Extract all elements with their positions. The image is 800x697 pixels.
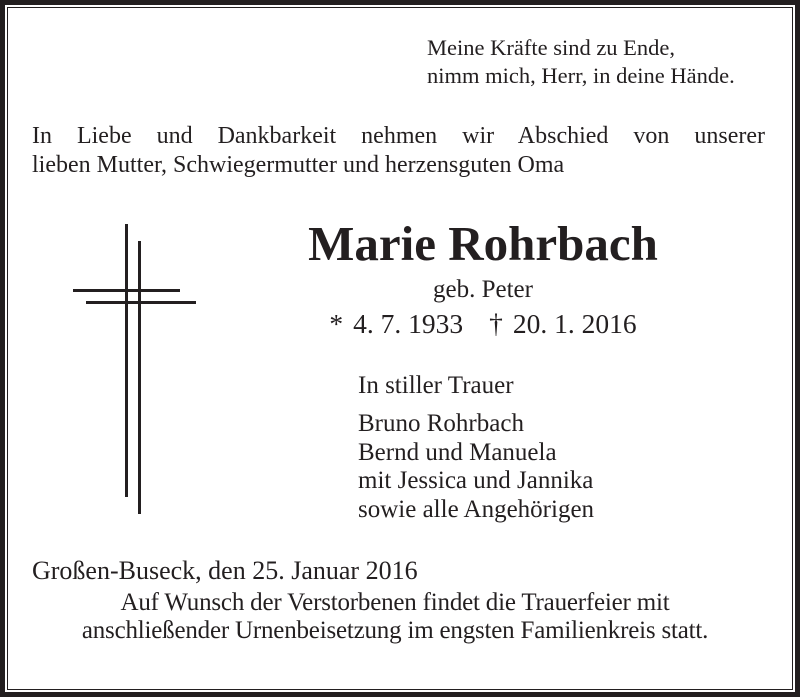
cross-vertical-bar: [125, 224, 128, 497]
mourner-line: mit Jessica und Jannika: [358, 467, 594, 494]
mourner-line: Bernd und Manuela: [358, 438, 557, 466]
mourner-line: sowie alle Angehörigen: [358, 495, 595, 523]
place-and-date-line: Großen-Buseck, den 25. Januar 2016: [32, 556, 418, 585]
intro-paragraph: [32, 122, 765, 179]
epigraph-verse-line: nimm mich, Herr, in deine Hände.: [427, 63, 735, 88]
maiden-name: geb. Peter: [433, 276, 533, 303]
intro-line: In Liebe und Dankbarkeit nehmen wir Abschied von unserer: [32, 123, 765, 149]
deceased-name: Marie Rohrbach: [308, 216, 658, 271]
epigraph-verse-line: Meine Kräfte sind zu Ende,: [427, 35, 676, 60]
cross-vertical-bar: [138, 241, 141, 514]
born-symbol-icon: *: [329, 308, 344, 339]
cross-horizontal-bar: [73, 289, 180, 292]
epigraph-verse: [427, 34, 735, 90]
birth-date-group: [329, 307, 463, 341]
death-date: 20. 1. 2016: [512, 308, 637, 339]
mourning-header: In stiller Trauer: [358, 372, 514, 399]
mourner-line: Bruno Rohrbach: [358, 410, 524, 437]
life-dates: [176, 307, 790, 341]
died-cross-symbol-icon: †: [489, 308, 503, 339]
mourners-list: [358, 410, 594, 524]
death-date-group: [489, 307, 637, 341]
closing-line: Auf Wunsch der Verstorbenen findet die Trauerfeier mit: [120, 589, 670, 616]
closing-paragraph: [10, 589, 780, 645]
intro-line: lieben Mutter, Schwiegermutter und herzensguten Oma: [32, 151, 565, 178]
birth-date: 4. 7. 1933: [353, 308, 464, 339]
closing-line: anschließender Urnenbeisetzung im engsten Familienkreis statt.: [81, 617, 709, 644]
